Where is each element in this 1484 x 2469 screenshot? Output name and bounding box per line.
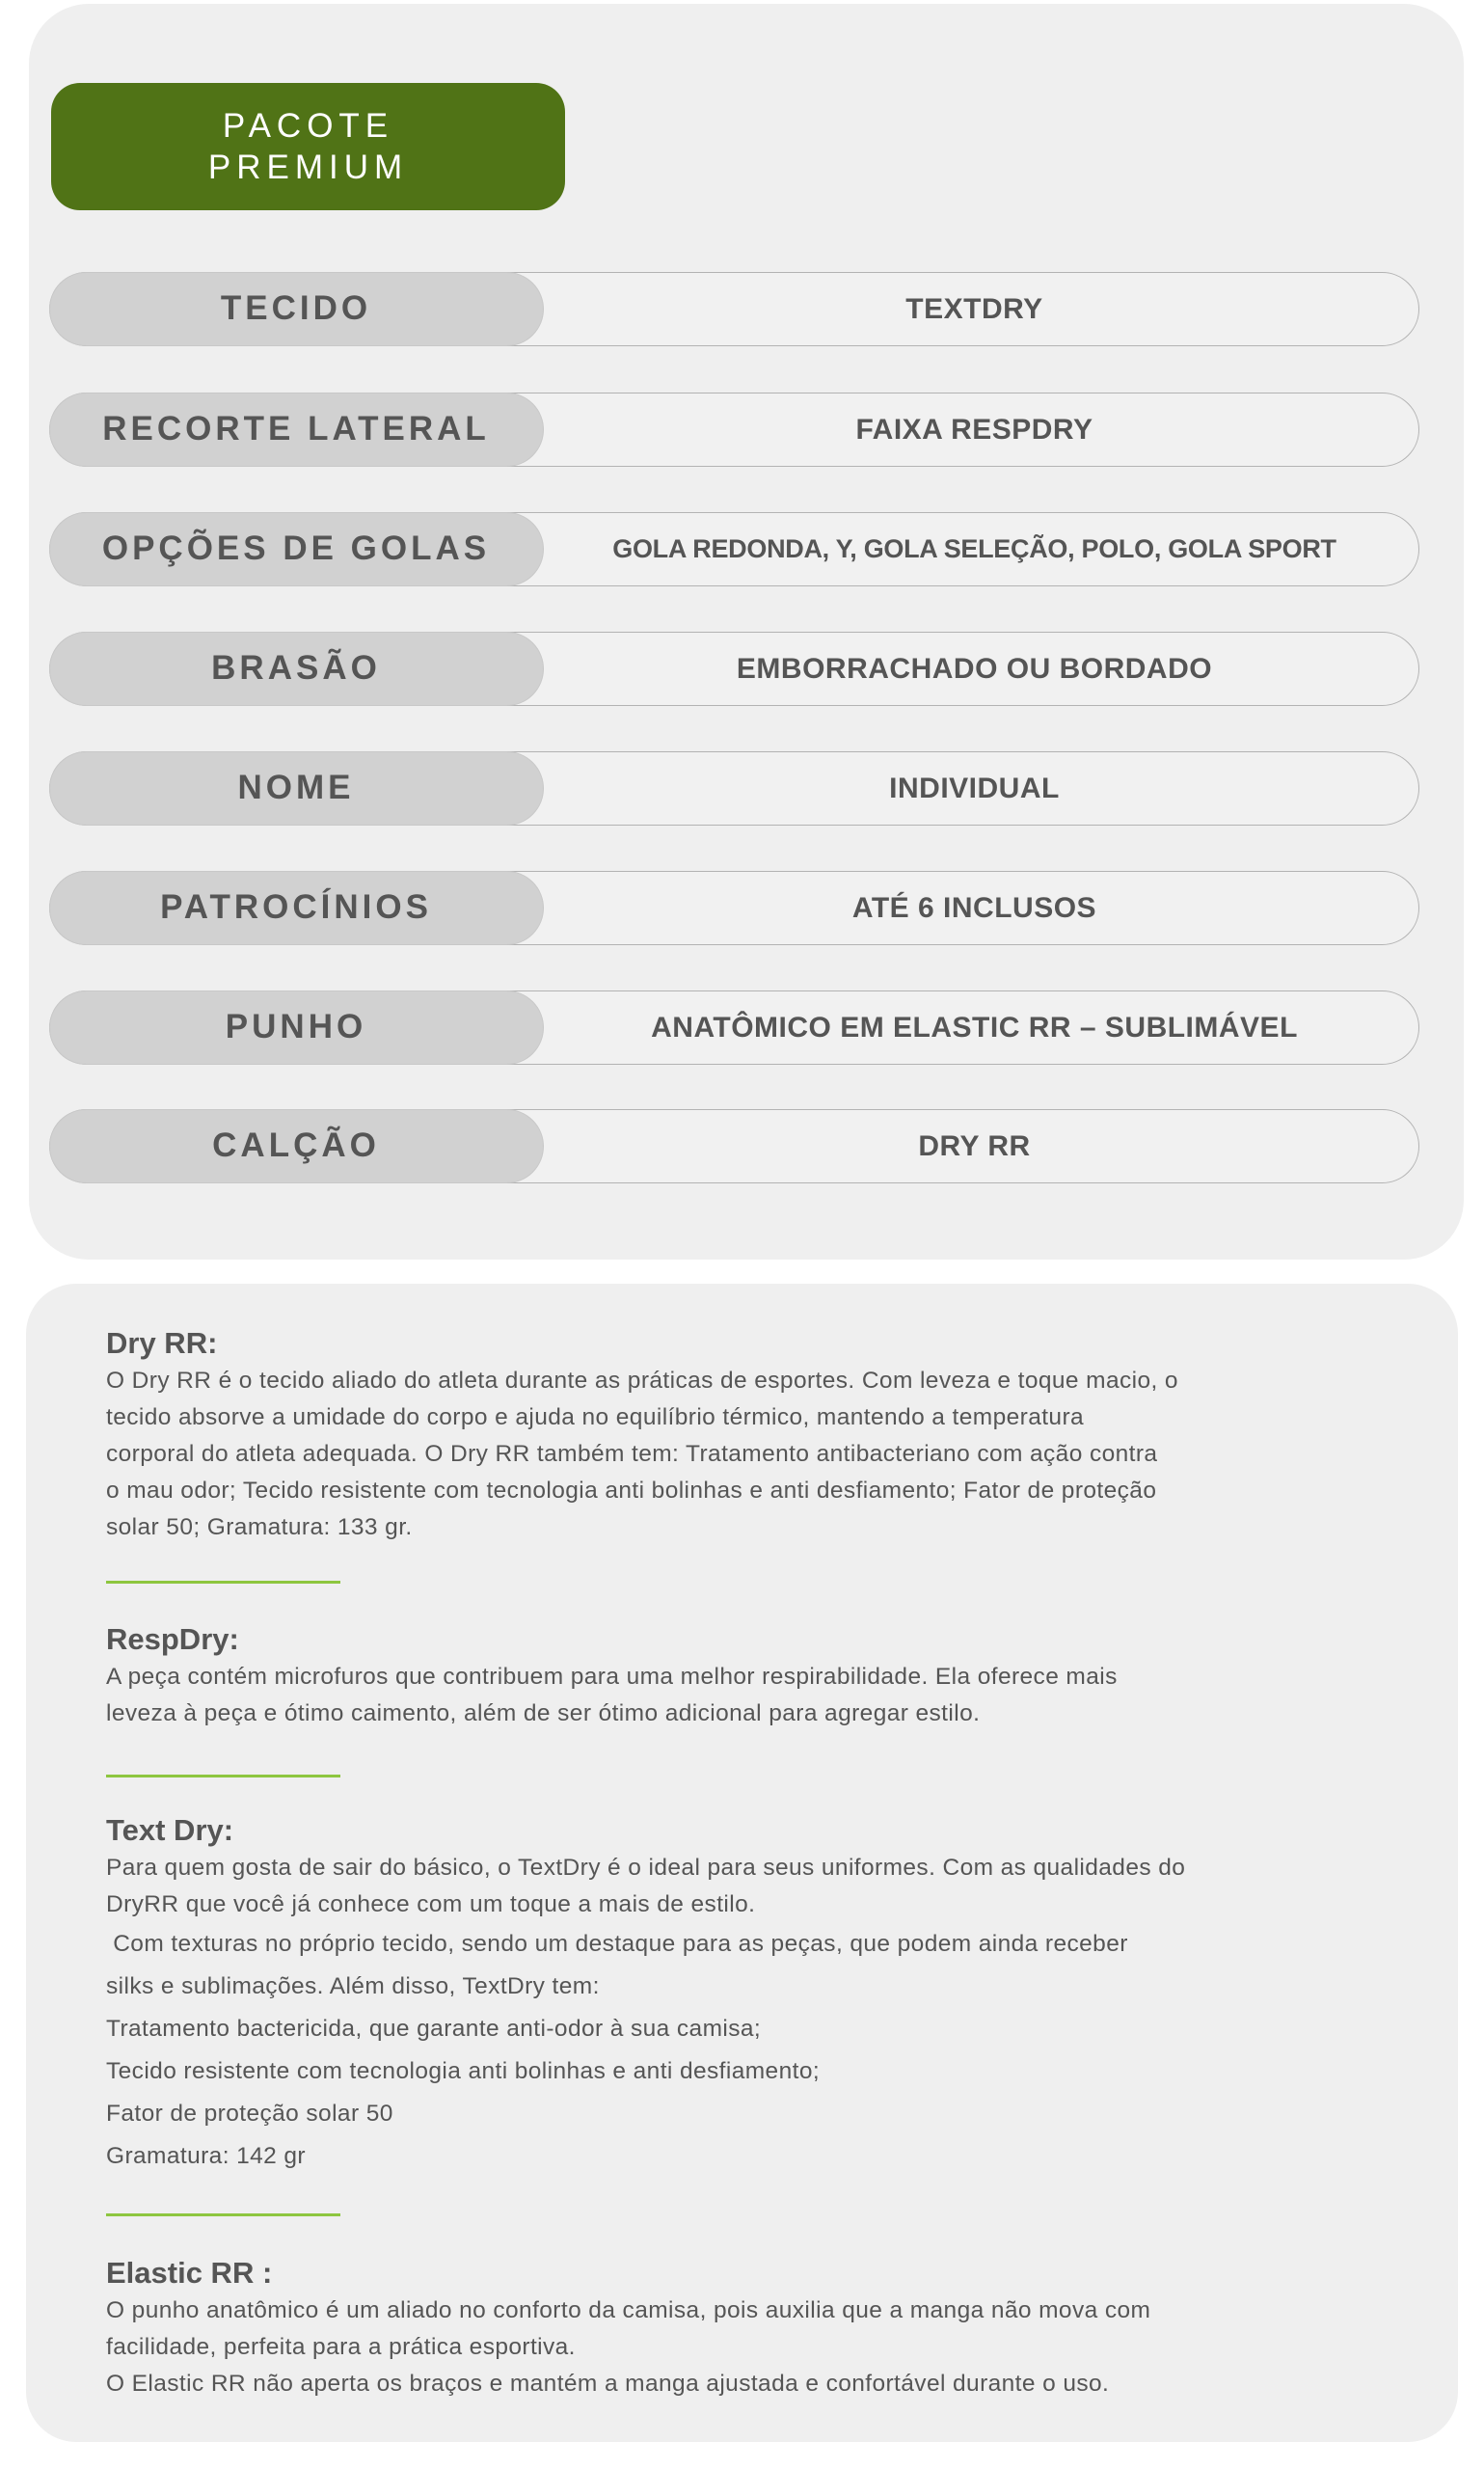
description-line: silks e sublimações. Além disso, TextDry tem:	[106, 1973, 600, 1999]
description-elastic-rr	[106, 2254, 1389, 2402]
spec-row-tecido	[49, 272, 1419, 346]
description-line: Fator de proteção solar 50	[106, 2101, 393, 2127]
description-line: Gramatura: 142 gr	[106, 2143, 306, 2169]
spec-row-opcoes-de-golas	[49, 512, 1419, 586]
description-line: Para quem gosta de sair do básico, o TextDry é o ideal para seus uniformes. Com as qualidades do	[106, 1855, 1186, 1881]
description-line: O punho anatômico é um aliado no conforto da camisa, pois auxilia que a manga não mova com	[106, 2297, 1151, 2323]
description-title: RespDry:	[106, 1622, 239, 1656]
description-title: Elastic RR :	[106, 2256, 273, 2290]
description-line: DryRR que você já conhece com um toque a mais de estilo.	[106, 1891, 756, 1917]
spec-value: EMBORRACHADO OU BORDADO	[736, 652, 1213, 685]
spec-label: PUNHO	[49, 990, 544, 1065]
spec-row-nome	[49, 751, 1419, 826]
spec-label: CALÇÃO	[49, 1109, 544, 1183]
spec-row-recorte-lateral	[49, 393, 1419, 467]
spec-row-brasao	[49, 632, 1419, 706]
description-line: facilidade, perfeita para a prática esportiva.	[106, 2334, 576, 2360]
description-line: Com texturas no próprio tecido, sendo um destaque para as peças, que podem ainda receber	[106, 1931, 1128, 1957]
package-title-badge	[51, 83, 565, 210]
description-line: solar 50; Gramatura: 133 gr.	[106, 1514, 413, 1540]
spec-value: TEXTDRY	[905, 292, 1043, 325]
description-line: tecido absorve a umidade do corpo e ajuda no equilíbrio térmico, mantendo a temperatura	[106, 1404, 1085, 1430]
spec-label: TECIDO	[49, 272, 544, 346]
section-divider	[106, 2213, 340, 2216]
description-line: o mau odor; Tecido resistente com tecnologia anti bolinhas e anti desfiamento; Fator de proteção	[106, 1478, 1157, 1504]
spec-value: ATÉ 6 INCLUSOS	[851, 891, 1097, 924]
spec-value: INDIVIDUAL	[889, 772, 1060, 804]
spec-value: ANATÔMICO EM ELASTIC RR – SUBLIMÁVEL	[651, 1011, 1298, 1044]
spec-value: FAIXA RESPDRY	[855, 413, 1093, 446]
spec-label: RECORTE LATERAL	[49, 393, 544, 467]
spec-row-patrocinios	[49, 871, 1419, 945]
description-title: Text Dry:	[106, 1813, 234, 1847]
description-text-dry	[106, 1811, 1389, 2178]
description-line: leveza à peça e ótimo caimento, além de ser ótimo adicional para agregar estilo.	[106, 1700, 981, 1726]
description-line: Tratamento bactericida, que garante anti-odor à sua camisa;	[106, 2016, 762, 2042]
description-line: A peça contém microfuros que contribuem para uma melhor respirabilidade. Ela oferece mais	[106, 1664, 1118, 1690]
description-line: O Dry RR é o tecido aliado do atleta durante as práticas de esportes. Com leveza e toque macio, o	[106, 1368, 1178, 1394]
spec-value: GOLA REDONDA, Y, GOLA SELEÇÃO, POLO, GOLA SPORT	[612, 534, 1336, 563]
package-title-line2: PREMIUM	[207, 149, 409, 186]
spec-label: NOME	[49, 751, 544, 826]
section-divider	[106, 1581, 340, 1584]
package-title-line1: PACOTE	[222, 107, 394, 145]
description-dry-rr	[106, 1324, 1389, 1546]
spec-value: DRY RR	[918, 1129, 1031, 1162]
spec-label: OPÇÕES DE GOLAS	[49, 512, 544, 586]
spec-label: PATROCÍNIOS	[49, 871, 544, 945]
description-title: Dry RR:	[106, 1326, 218, 1360]
description-line: corporal do atleta adequada. O Dry RR também tem: Tratamento antibacteriano com ação contra	[106, 1441, 1158, 1467]
spec-row-calcao	[49, 1109, 1419, 1183]
description-respdry	[106, 1620, 1389, 1732]
spec-label: BRASÃO	[49, 632, 544, 706]
spec-row-punho	[49, 990, 1419, 1065]
section-divider	[106, 1775, 340, 1777]
description-line: Tecido resistente com tecnologia anti bolinhas e anti desfiamento;	[106, 2058, 821, 2084]
description-line: O Elastic RR não aperta os braços e mantém a manga ajustada e confortável durante o uso.	[106, 2371, 1110, 2397]
